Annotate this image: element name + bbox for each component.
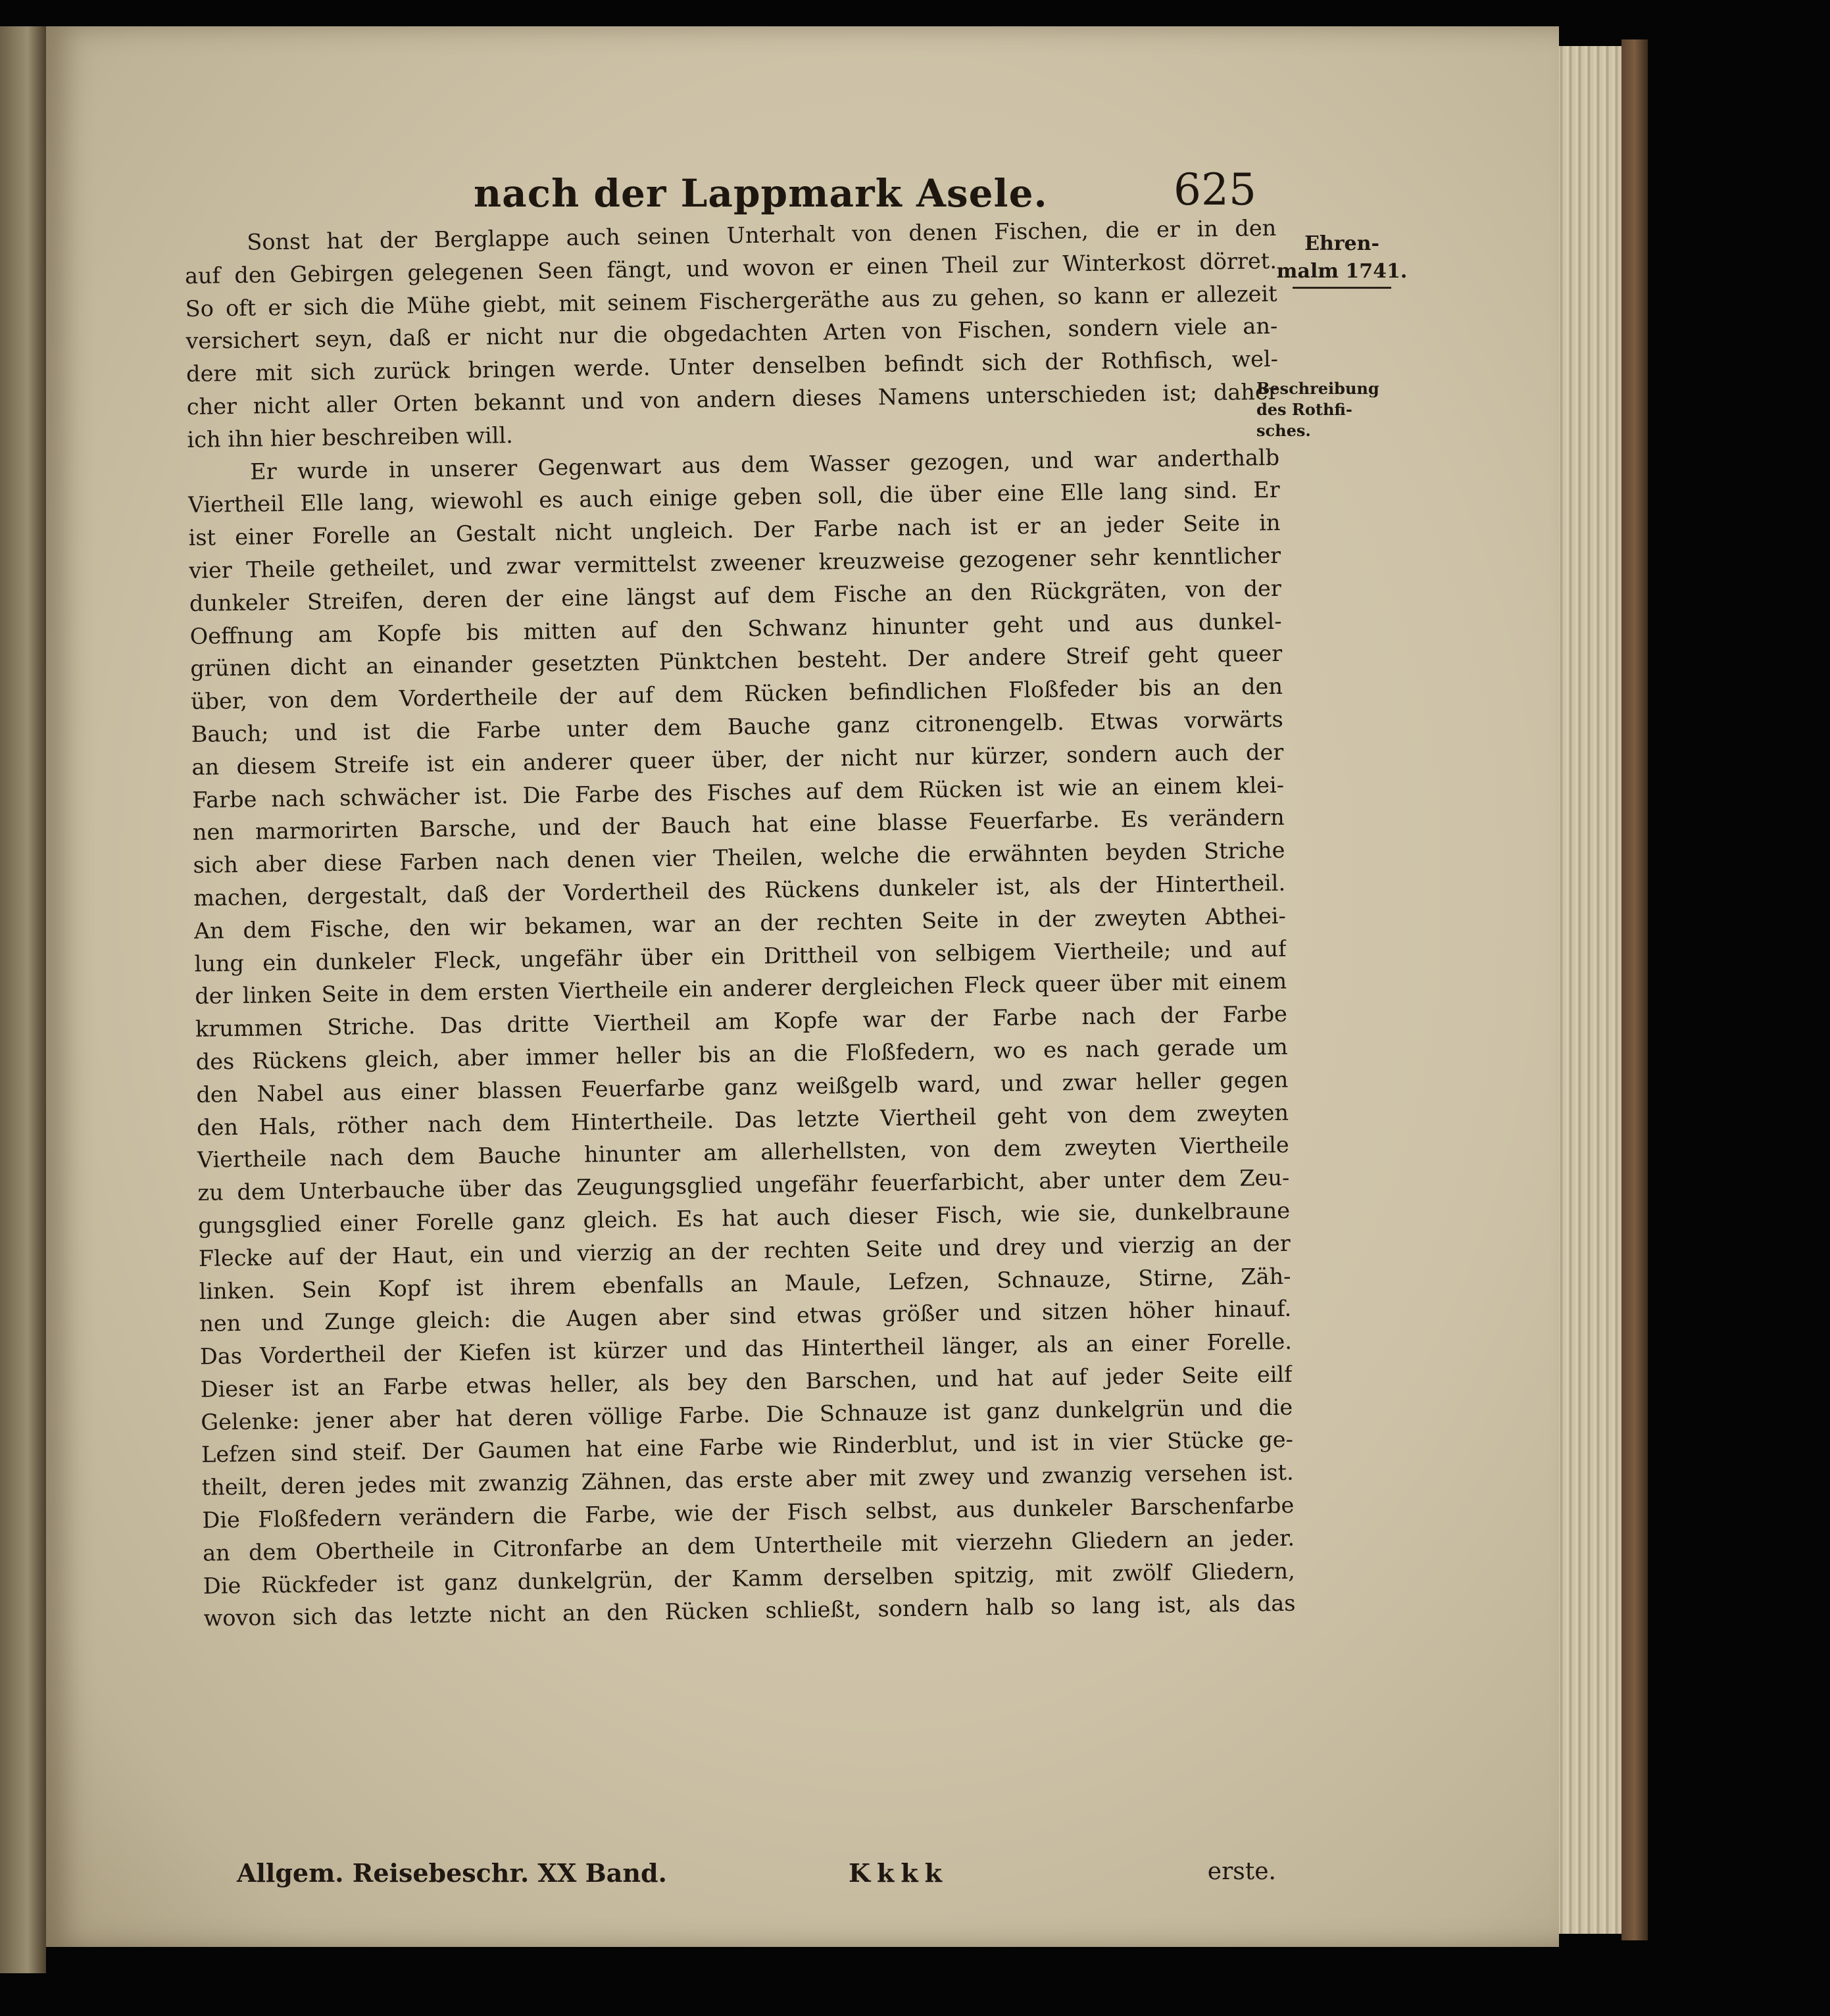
- text-line: Viertheile nach dem Bauche hinunter am allerhellsten, von dem zweyten Viertheile: [197, 1131, 1289, 1173]
- text-line: Das Vordertheil der Kiefen ist kürzer und das Hintertheil länger, als an einer Forelle.: [199, 1328, 1293, 1369]
- margin-rule: [1293, 287, 1391, 289]
- text-line: cher nicht aller Orten bekannt und von andern dieses Namens unterschieden ist; daher: [186, 378, 1279, 420]
- text-line: Bauch; und ist die Farbe unter dem Bauche ganz citronengelb. Etwas vorwärts: [191, 706, 1283, 747]
- margin-note-ehrenmalm: [1276, 230, 1408, 289]
- margin-note-line: des Rothfi-: [1256, 400, 1352, 419]
- text-line: versichert seyn, daß er nicht nur die obgedachten Arten von Fischen, sondern viele an-: [185, 313, 1278, 355]
- text-line: theilt, deren jedes mit zwanzig Zähnen, das erste aber mit zwey und zwanzig versehen ist.: [201, 1459, 1294, 1501]
- text-line: gungsglied einer Forelle ganz gleich. Es hat auch dieser Fisch, wie sie, dunkelbraune: [197, 1197, 1291, 1239]
- text-line: der linken Seite in dem ersten Viertheile ein anderer dergleichen Fleck queer über mit einem: [195, 968, 1287, 1010]
- text-line: Flecke auf der Haut, ein und vierzig an der rechten Seite und drey und vierzig an der: [198, 1230, 1291, 1271]
- text-line: vier Theile getheilet, und zwar vermittelst zweener kreuzweise gezogener sehr kenntlicher: [189, 542, 1281, 583]
- text-line: An dem Fische, den wir bekamen, war an der rechten Seite in der zweyten Abthei-: [193, 902, 1287, 944]
- text-line: grünen dicht an einander gesetzten Pünktchen besteht. Der andere Streif geht queer: [190, 641, 1283, 682]
- text-line: an dem Obertheile in Citronfarbe an dem Untertheile mit vierzehn Gliedern an jeder.: [202, 1525, 1295, 1566]
- text-line: So oft er sich die Mühe giebt, mit seinem Fischergeräthe aus zu gehen, so kann er allezeit: [185, 280, 1277, 322]
- running-head: nach der Lappmark Asele.: [474, 171, 1048, 216]
- text-line: Viertheil Elle lang, wiewohl es auch einige geben soll, die über eine Elle lang sind. Er: [187, 477, 1281, 518]
- text-line: den Hals, röther nach dem Hintertheile. Das letzte Viertheil geht von dem zweyten: [196, 1099, 1289, 1141]
- text-line: krummen Striche. Das dritte Viertheil am Kopfe war der Farbe nach der Farbe: [195, 1000, 1288, 1043]
- text-line: Die Floßfedern verändern die Farbe, wie der Fisch selbst, aus dunkeler Barschenfarbe: [202, 1492, 1295, 1533]
- margin-note-line: Ehren-: [1304, 232, 1379, 255]
- margin-note-line: sches.: [1256, 421, 1311, 440]
- text-line: Die Rückfeder ist ganz dunkelgrün, der Kamm derselben spitzig, mit zwölf Gliedern,: [203, 1558, 1295, 1599]
- margin-note-line: malm 1741.: [1276, 260, 1408, 283]
- text-line: auf den Gebirgen gelegenen Seen fängt, und wovon er einen Theil zur Winterkost dörret.: [184, 247, 1277, 289]
- text-line: Sonst hat der Berglappe auch seinen Unterhalt von denen Fischen, die er in den: [247, 214, 1277, 255]
- page-number: 625: [1174, 164, 1256, 215]
- footer-volume-title: Allgem. Reisebeschr. XX Band.: [237, 1858, 667, 1888]
- text-line: zu dem Unterbauche über das Zeugungsglied ungefähr feuerfarbicht, aber unter dem Zeu-: [197, 1164, 1290, 1206]
- text-line: dere mit sich zurück bringen werde. Unter denselben befindt sich der Rothfisch, wel-: [185, 345, 1279, 387]
- text-line: Er wurde in unserer Gegenwart aus dem Wasser gezogen, und war anderthalb: [249, 444, 1280, 485]
- text-line: nen und Zunge gleich: die Augen aber sind etwas größer und sitzen höher hinauf.: [199, 1295, 1292, 1337]
- page-footer: [237, 1858, 1276, 1904]
- text-line: machen, dergestalt, daß der Vordertheil des Rückens dunkeler ist, als der Hintertheil.: [193, 870, 1286, 911]
- text-line: Lefzen sind steif. Der Gaumen hat eine Farbe wie Rinderblut, und ist in vier Stücke ge-: [201, 1427, 1294, 1468]
- margin-note-rothfisch: [1256, 378, 1388, 441]
- signature-mark: Kkkk: [849, 1858, 949, 1888]
- text-line: ich ihn hier beschreiben will.: [187, 422, 514, 453]
- text-line: Gelenke: jener aber hat deren völlige Farbe. Die Schnauze ist ganz dunkelgrün und die: [201, 1394, 1293, 1435]
- text-line: linken. Sein Kopf ist ihrem ebenfalls an Maule, Lefzen, Schnauze, Stirne, Zäh-: [199, 1263, 1291, 1304]
- text-line: Dieser ist an Farbe etwas heller, als bey den Barschen, und hat auf jeder Seite eilf: [200, 1361, 1293, 1402]
- text-line: an diesem Streife ist ein anderer queer über, der nicht nur kürzer, sondern auch der: [191, 739, 1284, 780]
- text-line: wovon sich das letzte nicht an den Rücken schließt, sondern halb so lang ist, als das: [203, 1590, 1296, 1632]
- text-line: Farbe nach schwächer ist. Die Farbe des Fisches auf dem Rücken ist wie an einem klei-: [191, 772, 1285, 813]
- text-line: über, von dem Vordertheile der auf dem Rücken befindlichen Floßfeder bis an den: [190, 673, 1283, 715]
- text-line: sich aber diese Farben nach denen vier Theilen, welche die erwähnten beyden Striche: [193, 837, 1285, 879]
- text-line: den Nabel aus einer blassen Feuerfarbe ganz weißgelb ward, und zwar heller gegen: [196, 1066, 1289, 1108]
- facing-page-edge: [0, 26, 46, 1973]
- book-cover-edge: [1621, 39, 1648, 1940]
- text-line: nen marmorirten Barsche, und der Bauch hat eine blasse Feuerfarbe. Es verändern: [192, 804, 1285, 846]
- text-line: lung ein dunkeler Fleck, ungefähr über ein Drittheil von selbigem Viertheile; und auf: [194, 935, 1287, 977]
- catchword: erste.: [1207, 1858, 1276, 1885]
- margin-note-line: Beschreibung: [1256, 379, 1379, 398]
- text-line: Oeffnung am Kopfe bis mitten auf den Schwanz hinunter geht und aus dunkel-: [189, 608, 1282, 649]
- book-page: [46, 26, 1559, 1947]
- text-line: dunkeler Streifen, deren der eine längst auf dem Fische an den Rückgräten, von der: [189, 575, 1282, 616]
- text-line: ist einer Forelle an Gestalt nicht ungleich. Der Farbe nach ist er an jeder Seite in: [188, 509, 1281, 551]
- body-text: [184, 212, 1299, 1884]
- text-line: des Rückens gleich, aber immer heller bis an die Floßfedern, wo es nach gerade um: [195, 1033, 1288, 1075]
